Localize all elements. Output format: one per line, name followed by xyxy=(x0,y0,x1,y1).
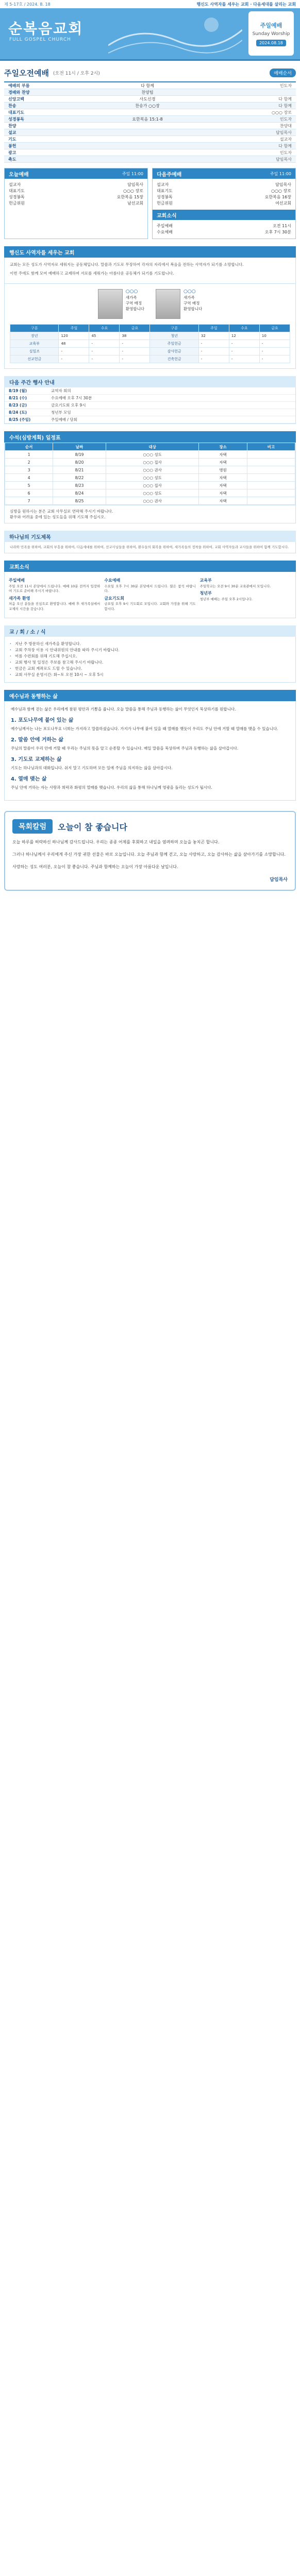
attendance-cell: - xyxy=(198,340,229,348)
member-line: 새가족 xyxy=(184,295,195,300)
visit-cell: 자택 xyxy=(199,459,247,466)
news-text: 주일 오전 11시 본당에서 드립니다. 예배 10분 전까지 입장하여 기도로 준비해 주시기 바랍니다. xyxy=(9,584,101,593)
family-news xyxy=(4,637,296,683)
worship-section-title xyxy=(4,66,296,79)
family-band: 교 / 회 / 소 / 식 xyxy=(4,625,296,637)
member-line: 새가족 xyxy=(125,295,137,300)
schedule-row xyxy=(5,395,295,402)
worship-item: 설교 xyxy=(8,130,16,135)
visit-row xyxy=(5,451,295,459)
sermon-point-heading: 2. 말씀 안에 거하는 삶 xyxy=(11,737,63,743)
weekly-schedule xyxy=(4,387,296,424)
attendance-cell: - xyxy=(89,355,120,363)
sermon-point-text: 기도는 하나님과의 대화입니다. 쉬지 말고 기도하며 모든 일에 주님을 의지하는 삶을 살아갑시다. xyxy=(11,766,173,770)
schedule-event: 금요기도회 오후 9시 xyxy=(51,403,86,408)
this-week-box xyxy=(4,168,148,239)
worship-detail: 사도신경 xyxy=(139,96,156,101)
pastor-column-text xyxy=(12,839,288,871)
sermon-point-heading: 4. 열매 맺는 삶 xyxy=(11,776,47,782)
this-week-header xyxy=(5,168,147,179)
new-member-card xyxy=(156,289,202,319)
attendance-cell: - xyxy=(229,340,259,348)
info-line xyxy=(157,194,291,200)
news-text: 수요일 오후 7시 30분 본당에서 드립니다. 많은 참석 바랍니다. xyxy=(104,584,196,593)
schedule-event: 주일예배 / 당회 xyxy=(51,417,77,422)
visit-cell: 자택 xyxy=(199,489,247,497)
worship-detail: 찬송가 ○○장 xyxy=(135,103,160,108)
info-line xyxy=(9,200,143,207)
worship-order-row xyxy=(4,149,296,156)
visit-cell xyxy=(247,474,295,482)
attendance-cell: - xyxy=(89,348,120,355)
news-text: 주일학교는 오전 9시 30분 교육관에서 모입니다. xyxy=(199,584,271,588)
next-week-box xyxy=(152,168,296,239)
visit-band: 수석(심방계획) 일정표 xyxy=(4,431,296,443)
attendance-cell: - xyxy=(229,348,259,355)
visit-row xyxy=(5,459,295,466)
member-line: 환영합니다 xyxy=(125,307,144,311)
sermon-summary xyxy=(4,701,296,801)
attendance-table xyxy=(10,324,290,363)
visit-cell xyxy=(247,497,295,505)
schedule-date: 8/25 (주일) xyxy=(9,417,31,422)
worship-leader: ○○○ 장로 xyxy=(272,110,292,115)
visit-cell: ○○○ 성도 xyxy=(106,451,199,459)
info-line xyxy=(9,182,143,188)
worship-leader: 찬양대 xyxy=(279,123,292,128)
visit-row xyxy=(5,497,295,505)
visit-table xyxy=(5,443,295,505)
worship-order-row xyxy=(4,136,296,143)
schedule-row xyxy=(5,409,295,416)
attendance-cell: 10 xyxy=(259,332,290,340)
attendance-cell: - xyxy=(259,355,290,363)
attendance-row xyxy=(10,340,290,348)
worship-order-row xyxy=(4,82,296,89)
visit-table-wrap xyxy=(4,443,296,505)
visit-cell: 2 xyxy=(5,459,53,466)
family-news-item: · 교회 사무실 운영시간: 화~토 오전 10시 ~ 오후 5시 xyxy=(10,672,290,678)
pastor-paragraph: 사랑하는 성도 여러분, 오늘이 참 좋습니다. 주님과 함께하는 오늘이 가장 아름다운 날입니다. xyxy=(12,865,178,869)
schedule-date: 8/24 (토) xyxy=(9,410,27,415)
member-line: 구역 배정 xyxy=(125,301,142,306)
news-column-1 xyxy=(9,576,100,614)
member-photo xyxy=(98,289,123,319)
info-value: 오후 7시 30분 xyxy=(264,230,291,234)
visit-cell xyxy=(247,482,295,489)
visit-cell: 4 xyxy=(5,474,53,482)
visit-cell: 8/19 xyxy=(53,451,106,459)
family-news-list xyxy=(10,641,290,678)
news-text: 청년부 예배는 주일 오후 2시입니다. xyxy=(199,597,253,601)
news-column-2 xyxy=(104,576,195,614)
next-week-body xyxy=(153,179,295,210)
visit-notes xyxy=(4,505,296,523)
worship-leader: 담임목사 xyxy=(276,157,292,162)
new-member-cards xyxy=(10,289,290,319)
sermon-point-text: 예수님께서는 나는 포도나무요 너희는 가지라고 말씀하셨습니다. 가지가 나무에 붙어 있을 때 열매를 맺듯이 우리도 주님 안에 거할 때 열매를 맺을 수 있습니다. xyxy=(11,726,278,731)
visit-row xyxy=(5,482,295,489)
pastor-paragraph: 그러나 하나님께서 우리에게 주신 가장 귀한 선물은 바로 오늘입니다. 오늘 주님과 함께 걷고, 오늘 사랑하고, 오늘 감사하는 삶을 살아가기를 소망합니다. xyxy=(12,852,286,857)
attendance-cell: 45 xyxy=(89,332,120,340)
info-value: 여선교회 xyxy=(275,201,291,206)
worship-leader: 인도자 xyxy=(279,116,292,122)
visit-cell: 7 xyxy=(5,497,53,505)
ministry-text xyxy=(4,258,296,284)
visit-cell: ○○○ 성도 xyxy=(106,474,199,482)
family-news-item: · 헌금은 교회 계좌로도 드릴 수 있습니다. xyxy=(10,666,290,672)
attendance-header-cell: 구분 xyxy=(150,325,198,332)
attendance-cell: 선교헌금 xyxy=(10,355,59,363)
ministry-paragraph: 교회는 모든 성도가 사역자로 세워지는 공동체입니다. 말씀과 기도로 무장하여 각자의 자리에서 복음을 전하는 사역자가 되기를 소망합니다. xyxy=(10,262,244,267)
attendance-cell: - xyxy=(198,355,229,363)
attendance-cell: - xyxy=(89,340,120,348)
news-text: 금요일 오후 9시 기도회로 모입니다. 교회와 가정을 위해 기도합시다. xyxy=(104,602,196,611)
visit-cell: ○○○ 집사 xyxy=(106,482,199,489)
worship-item: 기도 xyxy=(8,137,16,142)
info-value: ○○○ 장로 xyxy=(123,189,143,193)
visit-cell: 8/22 xyxy=(53,474,106,482)
attendance-cell: - xyxy=(198,348,229,355)
info-value: 담임목사 xyxy=(127,182,143,187)
info-key: 성경봉독 xyxy=(157,195,173,199)
member-info xyxy=(126,289,144,312)
schedule-event: 교역자 회의 xyxy=(51,388,71,393)
worship-leader: 설교자 xyxy=(279,137,292,142)
info-key: 성경봉독 xyxy=(9,195,25,199)
worship-subtitle: (오전 11시 / 오후 2시) xyxy=(53,71,100,76)
attendance-cell: 교육부 xyxy=(10,340,59,348)
visit-cell: 자택 xyxy=(199,497,247,505)
church-news-mini-body xyxy=(153,220,295,239)
worship-leader: 다 함께 xyxy=(278,143,292,148)
worship-leader: 담임목사 xyxy=(276,130,292,135)
news-heading: 새가족 환영 xyxy=(9,596,30,601)
attendance-cell: - xyxy=(120,355,150,363)
news-heading: 교육부 xyxy=(199,578,212,583)
schedule-row xyxy=(5,416,295,423)
attendance-cell: 주일헌금 xyxy=(150,340,198,348)
visit-cell: ○○○ 성도 xyxy=(106,489,199,497)
attendance-cell: - xyxy=(229,355,259,363)
attendance-cell: 48 xyxy=(59,340,89,348)
family-news-item: · 교회 주차장 이용 시 안내위원의 안내를 따라 주시기 바랍니다. xyxy=(10,647,290,653)
badge-subtitle: Sunday Worship xyxy=(252,31,290,37)
member-line: 환영합니다 xyxy=(184,307,203,311)
attendance-header-row xyxy=(10,325,290,332)
worship-order-row xyxy=(4,116,296,123)
visit-row xyxy=(5,489,295,497)
visit-cell: 자택 xyxy=(199,482,247,489)
news-heading: 주일예배 xyxy=(9,578,25,583)
schedule-date: 8/23 (금) xyxy=(9,403,27,408)
attendance-cell: 장년 xyxy=(10,332,59,340)
worship-order-row xyxy=(4,96,296,103)
visit-note: 심방을 원하시는 분은 교회 사무실로 연락해 주시기 바랍니다. xyxy=(10,509,113,514)
info-key: 대표기도 xyxy=(157,189,173,193)
info-key: 헌금위원 xyxy=(9,201,25,206)
visit-cell: 5 xyxy=(5,482,53,489)
info-value: 오전 11시 xyxy=(273,224,291,228)
member-photo xyxy=(156,289,180,319)
attendance-cell: 건축헌금 xyxy=(150,355,198,363)
worship-detail: 다 함께 xyxy=(141,83,154,88)
worship-detail: 찬양팀 xyxy=(141,90,154,95)
sermon-point-text: 주님 안에 거하는 자는 사랑과 희락과 화평의 열매를 맺습니다. 우리의 삶을 통해 하나님께 영광을 돌리는 성도가 됩시다. xyxy=(11,785,212,790)
worship-item: 찬양 xyxy=(8,123,16,128)
schedule-date: 8/19 (월) xyxy=(9,388,27,393)
schedule-row xyxy=(5,402,295,409)
sermon-intro: 예수님과 함께 걷는 삶은 우리에게 참된 평안과 기쁨을 줍니다. 오늘 말씀을 통해 주님과 동행하는 삶이 무엇인지 묵상하기를 원합니다. xyxy=(11,707,236,711)
visit-header-cell: 비고 xyxy=(247,443,295,451)
badge-title: 주일예배 xyxy=(260,22,282,29)
family-news-item: · 지난 주 방문하신 새가족을 환영합니다. xyxy=(10,641,290,647)
visit-cell: 1 xyxy=(5,451,53,459)
family-news-item: · 교회 행사 및 일정은 주보를 참고해 주시기 바랍니다. xyxy=(10,659,290,666)
attendance-cell: 32 xyxy=(198,332,229,340)
church-name-english: FULL GOSPEL CHURCH xyxy=(9,37,71,42)
worship-order-table xyxy=(4,81,296,163)
schedule-row xyxy=(5,387,295,395)
next-week-title: 다음주예배 xyxy=(157,172,182,178)
church-news-mini-title: 교회소식 xyxy=(157,213,177,219)
attendance-row xyxy=(10,348,290,355)
info-value: 요한복음 16장 xyxy=(264,195,291,199)
visit-cell: ○○○ 권사 xyxy=(106,497,199,505)
attendance-cell: 감사헌금 xyxy=(150,348,198,355)
pastor-signature: 담임목사 xyxy=(270,877,288,883)
info-line xyxy=(157,200,291,207)
attendance-header-cell: 금요 xyxy=(120,325,150,332)
info-line xyxy=(157,188,291,194)
members-section xyxy=(4,284,296,369)
member-name: ○○○ xyxy=(184,289,196,294)
info-key: 설교자 xyxy=(9,182,21,187)
attendance-row xyxy=(10,355,290,363)
worship-order-row xyxy=(4,143,296,149)
worship-leader: 인도자 xyxy=(279,83,292,88)
news-heading: 청년부 xyxy=(199,591,212,596)
worship-item: 축도 xyxy=(8,157,16,162)
visit-header-cell: 순서 xyxy=(5,443,53,451)
ministry-band: 행신도 사역자를 세우는 교회 xyxy=(4,246,296,258)
visit-cell: 8/24 xyxy=(53,489,106,497)
info-key: 헌금위원 xyxy=(157,201,173,206)
info-line xyxy=(9,188,143,194)
church-news-mini-header xyxy=(153,210,295,220)
attendance-cell: - xyxy=(259,340,290,348)
visit-note: 환우와 어려움 중에 있는 성도들을 위해 기도해 주십시오. xyxy=(10,515,106,519)
issue-number: 제 5-17호 / 2024. 8. 18 xyxy=(4,2,51,7)
attendance-cell: 38 xyxy=(120,332,150,340)
this-week-title: 오늘예배 xyxy=(9,172,29,178)
info-line xyxy=(157,182,291,188)
visit-cell: 자택 xyxy=(199,451,247,459)
visit-cell xyxy=(247,459,295,466)
info-line xyxy=(157,223,291,229)
visit-cell xyxy=(247,466,295,474)
worship-item: 찬송 xyxy=(8,103,16,108)
worship-detail: 요한복음 15:1-8 xyxy=(132,116,163,122)
info-key: 주일예배 xyxy=(157,224,173,228)
worship-order-row xyxy=(4,89,296,96)
service-info-boxes xyxy=(4,168,296,239)
news-text: 처음 오신 분들을 진심으로 환영합니다. 예배 후 새가족실에서 교제의 시간을 갖습니다. xyxy=(9,602,101,611)
this-week-body xyxy=(5,179,147,210)
info-key: 설교자 xyxy=(157,182,169,187)
sermon-point-heading: 1. 포도나무에 붙어 있는 삶 xyxy=(11,718,74,723)
info-value: 요한복음 15장 xyxy=(116,195,143,199)
visit-cell: 8/20 xyxy=(53,459,106,466)
pastor-column-title: 오늘이 참 좋습니다 xyxy=(58,822,127,832)
worship-order-row xyxy=(4,156,296,163)
info-line xyxy=(9,194,143,200)
visit-cell: 6 xyxy=(5,489,53,497)
worship-leader: 다 함께 xyxy=(278,96,292,101)
visit-row xyxy=(5,466,295,474)
attendance-row xyxy=(10,332,290,340)
worship-order-row xyxy=(4,109,296,116)
news-heading: 금요기도회 xyxy=(104,596,124,601)
member-line: 구역 배정 xyxy=(184,301,200,306)
visit-header-row xyxy=(5,443,295,451)
pastor-column-header xyxy=(12,819,288,834)
ministry-paragraph: 이번 주에도 함께 모여 예배하고 교제하며 서로를 세워가는 아름다운 공동체가 되기를 기도합니다. xyxy=(10,271,174,276)
family-news-item: · 여름 수련회를 위해 기도해 주십시오. xyxy=(10,653,290,659)
visit-cell xyxy=(247,489,295,497)
visit-cell: 8/21 xyxy=(53,466,106,474)
this-week-time: 주일 11:00 xyxy=(122,171,143,176)
worship-title: 주일오전예배 xyxy=(4,68,49,78)
next-week-time: 주일 11:00 xyxy=(270,171,291,176)
visit-cell: 3 xyxy=(5,466,53,474)
attendance-cell: - xyxy=(120,348,150,355)
worship-item: 광고 xyxy=(8,150,16,155)
visit-cell: 병원 xyxy=(199,466,247,474)
news-heading: 수요예배 xyxy=(104,578,121,583)
visit-row xyxy=(5,474,295,482)
worship-item: 봉헌 xyxy=(8,143,16,148)
visit-cell: 8/25 xyxy=(53,497,106,505)
info-key: 수요예배 xyxy=(157,230,173,234)
visit-cell: 8/23 xyxy=(53,482,106,489)
news-columns xyxy=(4,572,296,618)
new-member-card xyxy=(98,289,144,319)
attendance-cell: 청년 xyxy=(150,332,198,340)
attendance-cell: - xyxy=(259,348,290,355)
worship-item: 예배의 부름 xyxy=(8,83,30,88)
member-info xyxy=(184,289,202,312)
info-value: ○○○ 장로 xyxy=(271,189,291,193)
attendance-cell: 12 xyxy=(229,332,259,340)
church-name: 순복음교회 xyxy=(8,20,84,37)
worship-item: 신앙고백 xyxy=(8,96,24,101)
schedule-event: 청년부 모임 xyxy=(51,410,71,415)
schedule-band: 다음 주간 행사 안내 xyxy=(4,376,296,387)
attendance-cell: 120 xyxy=(59,332,89,340)
bulletin-header xyxy=(0,0,300,61)
attendance-header-cell: 금요 xyxy=(259,325,290,332)
attendance-cell: - xyxy=(59,355,89,363)
worship-badge xyxy=(248,11,294,56)
pastor-column-tag: 목회칼럼 xyxy=(12,819,53,834)
worship-order-badge: 예배순서 xyxy=(270,69,296,77)
sermon-point-text: 주님의 말씀이 우리 안에 거할 때 우리는 주님의 뜻을 알고 순종할 수 있습니다. 매일 말씀을 묵상하며 주님과 동행하는 삶을 살아갑시다. xyxy=(11,746,239,751)
attendance-cell: - xyxy=(59,348,89,355)
attendance-cell: 십일조 xyxy=(10,348,59,355)
schedule-date: 8/21 (수) xyxy=(9,396,27,400)
news-column-3 xyxy=(200,576,291,614)
worship-order-row xyxy=(4,123,296,129)
worship-item: 대표기도 xyxy=(8,110,24,115)
news-band: 교회소식 xyxy=(4,561,296,572)
attendance-cell: - xyxy=(120,340,150,348)
header-topline xyxy=(0,0,300,8)
info-key: 대표기도 xyxy=(9,189,25,193)
visit-cell: 자택 xyxy=(199,474,247,482)
visit-header-cell: 장소 xyxy=(199,443,247,451)
visit-cell xyxy=(247,451,295,459)
visit-header-cell: 대상 xyxy=(106,443,199,451)
attendance-header-cell: 주일 xyxy=(198,325,229,332)
attendance-header-cell: 주일 xyxy=(59,325,89,332)
pastor-column xyxy=(4,811,296,891)
next-week-header xyxy=(153,168,295,179)
attendance-header-cell: 수요 xyxy=(89,325,120,332)
sermon-point-heading: 3. 기도로 교제하는 삶 xyxy=(11,757,62,762)
member-name: ○○○ xyxy=(125,289,138,294)
worship-item: 경배와 찬양 xyxy=(8,90,30,95)
badge-date: 2024.08.18 xyxy=(256,40,286,46)
worship-order-row xyxy=(4,129,296,136)
worship-item: 성경봉독 xyxy=(8,116,24,122)
worship-order-row xyxy=(4,103,296,109)
church-slogan: 행신도 사역자를 세우는 교회 · 다음세대를 살리는 교회 xyxy=(196,2,296,7)
visit-header-cell: 날짜 xyxy=(53,443,106,451)
info-value: 남선교회 xyxy=(127,201,143,206)
prayer-text: 나라와 민족을 위하여, 교회의 부흥을 위하여, 다음세대를 위하여, 선교사님들을 위하여, 환우들의 회복을 위하여, 새가족들의 정착을 위하여, 교회 사역자들과 교사들을 위하여 함께 기도합시다. xyxy=(4,542,296,553)
info-line xyxy=(157,229,291,235)
attendance-header-cell: 수요 xyxy=(229,325,259,332)
schedule-event: 수요예배 오후 7시 30분 xyxy=(51,396,92,400)
worship-leader: 다 함께 xyxy=(278,103,292,108)
visit-cell: ○○○ 집사 xyxy=(106,459,199,466)
worship-leader: 인도자 xyxy=(279,150,292,155)
pastor-paragraph: 오늘 하루를 허락하신 하나님께 감사드립니다. 우리는 종종 어제를 후회하고 내일을 염려하며 오늘을 놓치곤 합니다. xyxy=(12,840,220,844)
prayer-band: 하나님의 기도제목 xyxy=(4,531,296,542)
visit-cell: ○○○ 권사 xyxy=(106,466,199,474)
sermon-band: 예수님과 동행하는 삶 xyxy=(4,690,296,701)
info-value: 담임목사 xyxy=(275,182,291,187)
wave-decoration-icon xyxy=(108,9,242,61)
attendance-header-cell: 구분 xyxy=(10,325,59,332)
